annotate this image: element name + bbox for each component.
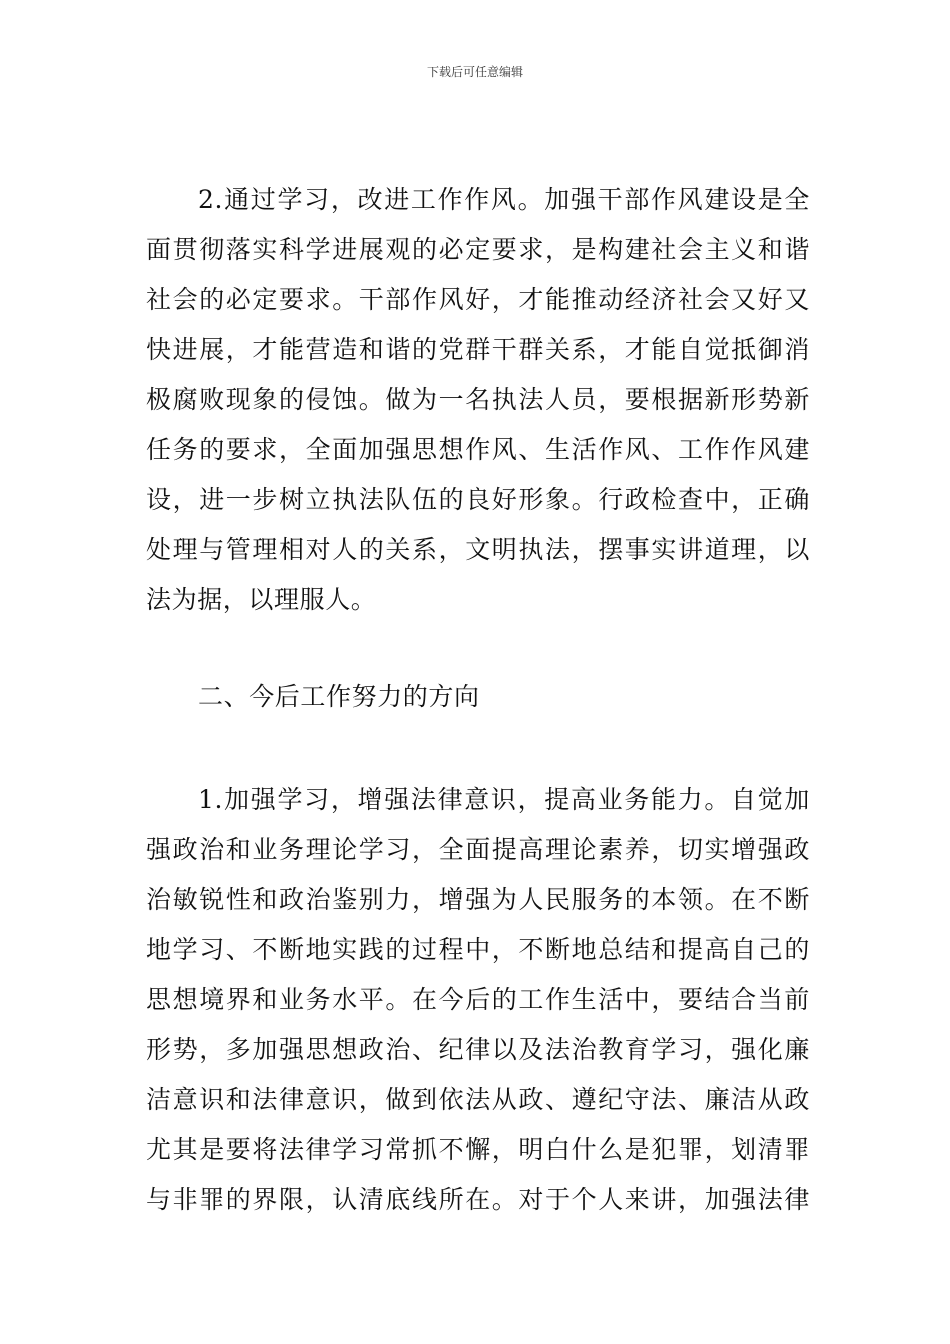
- paragraph-line: 快进展，才能营造和谐的党群干群关系，才能自觉抵御消: [146, 335, 810, 364]
- paragraph-line: 面贯彻落实科学进展观的必定要求，是构建社会主义和谐: [146, 235, 810, 264]
- paragraph-line: 地学习、不断地实践的过程中，不断地总结和提高自己的: [146, 935, 810, 964]
- paragraph-line: 任务的要求，全面加强思想作风、生活作风、工作作风建: [146, 435, 810, 464]
- page-header: 下载后可任意编辑: [426, 65, 523, 79]
- paragraph-line: 社会的必定要求。干部作风好，才能推动经济社会又好又: [146, 285, 810, 314]
- paragraph-line: 尤其是要将法律学习常抓不懈，明白什么是犯罪，划清罪: [146, 1135, 810, 1164]
- paragraph-line: 设，进一步树立执法队伍的良好形象。行政检查中，正确: [146, 485, 810, 514]
- paragraph-line: 法为据，以理服人。: [146, 585, 377, 614]
- paragraph-strengthen-learning: [146, 775, 810, 1225]
- paragraph-line: 极腐败现象的侵蚀。做为一名执法人员，要根据新形势新: [146, 385, 810, 414]
- paragraph-line: 1.加强学习，增强法律意识，提高业务能力。自觉加: [198, 785, 810, 814]
- section-heading-text: 二、今后工作努力的方向: [198, 682, 480, 711]
- paragraph-line: 形势，多加强思想政治、纪律以及法治教育学习，强化廉: [146, 1035, 810, 1064]
- section-heading: [146, 672, 810, 722]
- paragraph-line: 思想境界和业务水平。在今后的工作生活中，要结合当前: [146, 985, 810, 1014]
- paragraph-line: 处理与管理相对人的关系，文明执法，摆事实讲道理，以: [146, 535, 810, 564]
- paragraph-line: 与非罪的界限，认清底线所在。对于个人来讲，加强法律: [146, 1185, 810, 1214]
- paragraph-line: 2.通过学习，改进工作作风。加强干部作风建设是全: [198, 185, 810, 214]
- paragraph-line: 强政治和业务理论学习，全面提高理论素养，切实增强政: [146, 835, 810, 864]
- paragraph-line: 治敏锐性和政治鉴别力，增强为人民服务的本领。在不断: [146, 885, 810, 914]
- paragraph-line: 洁意识和法律意识，做到依法从政、遵纪守法、廉洁从政: [146, 1085, 810, 1114]
- paragraph-work-style: [146, 175, 810, 625]
